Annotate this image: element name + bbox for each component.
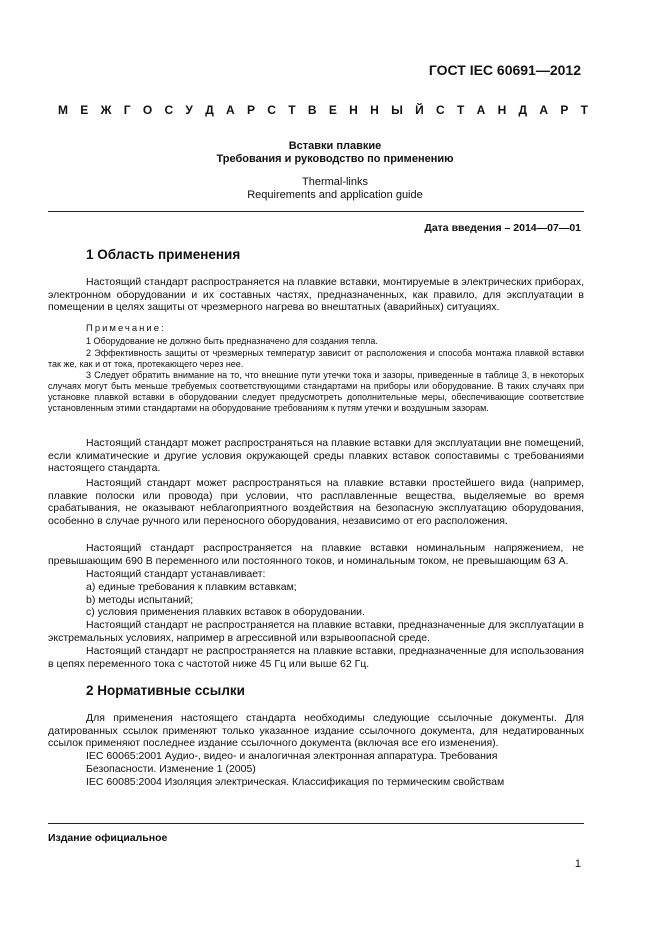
- note-3: 3 Следует обратить внимание на то, что внешние пути утечки тока и зазоры, приведенные в таблице 3, в некоторых случаях могут быть меньше требуемых соответствующими стандартами на приборы или оборудование. В таких случаях при установке плавкой вставки в оборудовании следует предусмотреть дополнительные меры, обеспечивающие соответствие установленным этими стандартами на оборудование требованиям к путям утечки и воздушным зазорам.: [48, 370, 584, 413]
- ref-iec-60065-line2: Безопасности. Изменение 1 (2005): [86, 763, 256, 775]
- page-number: 1: [574, 858, 581, 870]
- list-item-a: a) единые требования к плавким вставкам;: [86, 581, 297, 593]
- intro-date: Дата введения – 2014—07—01: [424, 222, 581, 234]
- edition-label: Издание официальное: [48, 832, 168, 844]
- note-heading: Примечание:: [86, 323, 166, 334]
- title-en: [48, 176, 622, 202]
- interstate-standard-caption: [58, 103, 588, 117]
- ref-iec-60065-line1: IEC 60065:2001 Аудио-, видео- и аналогичная электронная аппаратура. Требования: [86, 750, 498, 762]
- standard-number: ГОСТ IEC 60691—2012: [428, 62, 581, 78]
- title-ru-line1: Вставки плавкие: [288, 140, 382, 152]
- section1-p3: Настоящий стандарт может распространяться на плавкие вставки простейшего вида (например, плавкие полоски или провода) при условии, что расплавленные вещества, выделяемые во время срабатывания, не оказывают неблагоприятного воздействия на безопасную эксплуатацию оборудования, особенно в случае ручного или переносного оборудования, независимо от его расположения.: [48, 477, 584, 527]
- note-1: 1 Оборудование не должно быть предназначено для создания тепла.: [86, 336, 378, 346]
- section2-p1: Для применения настоящего стандарта необходимы следующие ссылочные документы. Для датированных ссылок применяют только указанное издание ссылочного документа, для недатированных ссылок применяют последнее издание ссылочного документа (включая все его изменения).: [48, 712, 584, 749]
- section1-p6: Настоящий стандарт не распространяется на плавкие вставки, предназначенные для эксплуатации в экстремальных условиях, например в агрессивной или взрывоопасной среде.: [48, 619, 584, 644]
- section1-p4: Настоящий стандарт распространяется на плавкие вставки номинальным напряжением, не превышающим 690 В переменного или постоянного токов, и номинальным током, не превышающим 63 А.: [48, 542, 584, 567]
- section1-p2: Настоящий стандарт может распространяться на плавкие вставки для эксплуатации вне помещений, если климатические и другие условия окружающей среды плавких вставок сопоставимы с требованиями настоящего стандарта.: [48, 437, 584, 474]
- interstate-standard-text: М Е Ж Г О С У Д А Р С Т В Е Н Н Ы Й С Т А Н Д А Р Т: [58, 103, 588, 117]
- title-ru: [48, 140, 622, 166]
- section1-p7: Настоящий стандарт не распространяется на плавкие вставки, предназначенные для использования в цепях переменного тока с частотой ниже 45 Гц или выше 62 Гц.: [48, 645, 584, 670]
- section1-heading: 1 Область применения: [86, 247, 241, 262]
- title-en-line1: Thermal-links: [301, 176, 368, 188]
- section1-p1: Настоящий стандарт распространяется на плавкие вставки, монтируемые в электрических приборах, электронном оборудовании и их составных частях, предназначенных, как правило, для эксплуатации в помещении в целях защиты от чрезмерного нагрева во внештатных (аварийных) ситуациях.: [48, 276, 584, 313]
- list-item-b: b) методы испытаний;: [86, 594, 194, 606]
- section2-heading: 2 Нормативные ссылки: [86, 683, 245, 698]
- title-en-line2: Requirements and application guide: [247, 189, 423, 201]
- list-item-c: c) условия применения плавких вставок в оборудовании.: [86, 606, 365, 618]
- title-ru-line2: Требования и руководство по применению: [216, 153, 454, 165]
- section1-p5: Настоящий стандарт устанавливает:: [86, 568, 266, 580]
- divider-bottom: [48, 823, 584, 824]
- divider-top: [48, 211, 584, 212]
- note-2: 2 Эффективность защиты от чрезмерных температур зависит от расположения и способа монтажа плавкой вставки так же, как и от тока, протекающего через нее.: [48, 348, 584, 369]
- ref-iec-60085: IEC 60085:2004 Изоляция электрическая. Классификация по термическим свойствам: [86, 776, 505, 788]
